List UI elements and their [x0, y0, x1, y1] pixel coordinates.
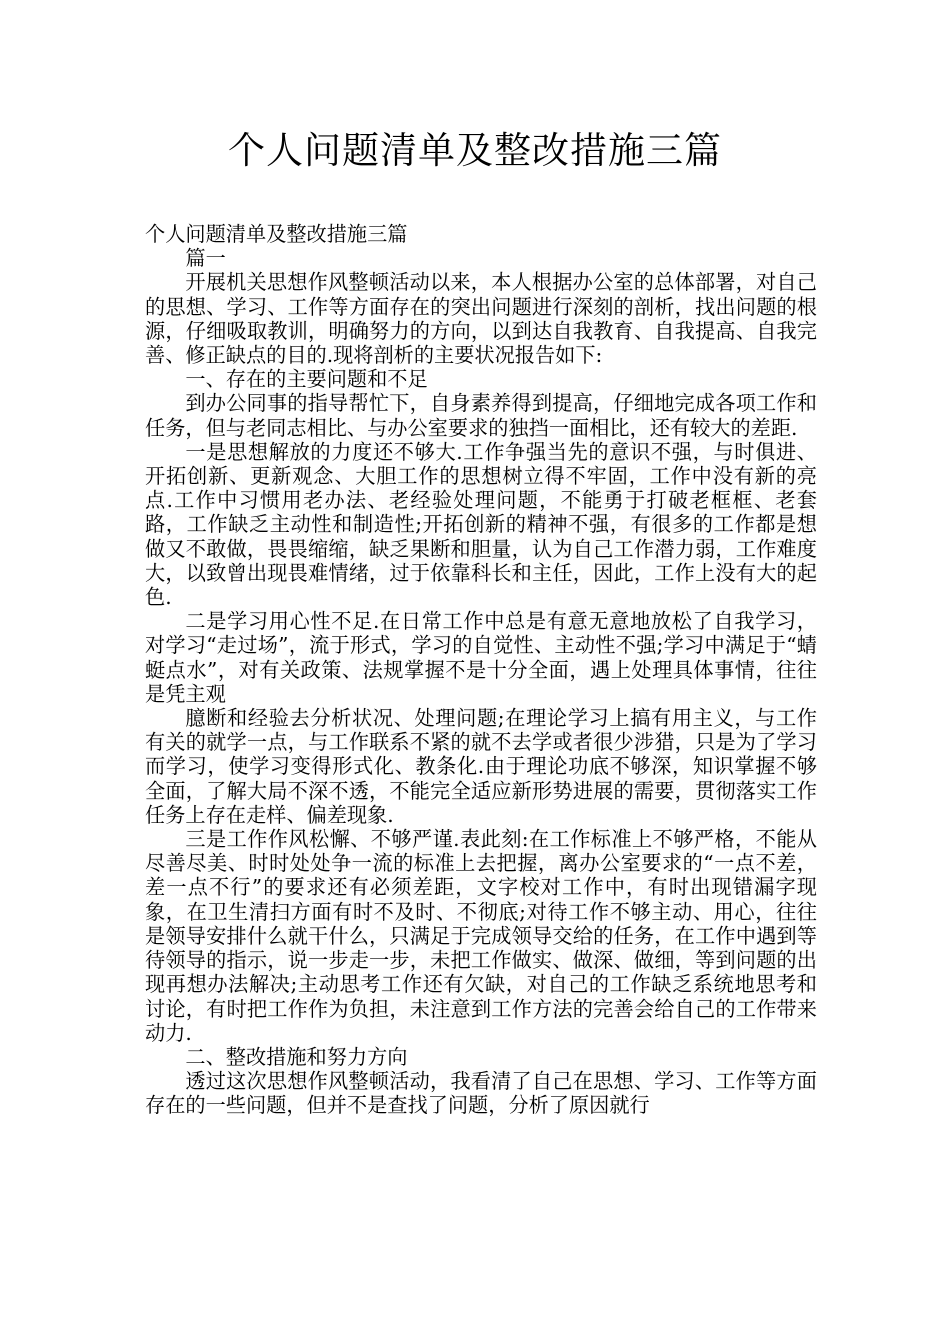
section-heading-measures: 二、整改措施和努力方向 [185, 1044, 408, 1069]
document-body [145, 222, 817, 1118]
paragraph-overview: 到办公同事的指导帮忙下，自身素养得到提高，仔细地完成各项工作和任务，但与老同志相比、与办公室要求的独挡一面相比，还有较大的差距. [145, 391, 817, 440]
paragraph-point-two-cont: 臆断和经验去分析状况、处理问题;在理论学习上搞有用主义，与工作有关的就学一点，与工作联系不紧的就不去学或者很少涉猎，只是为了学习而学习，使学习变得形式化、教条化.由于理论功底不够深，知识掌握不够全面，了解大局不深不透，不能完全适应新形势进展的需要，贯彻落实工作任务上存在走样、偏差现象. [145, 706, 817, 827]
document-title: 个人问题清单及整改措施三篇 [228, 129, 722, 172]
paragraph-measures: 透过这次思想作风整顿活动，我看清了自己在思想、学习、工作等方面存在的一些问题，但并不是查找了问题，分析了原因就行 [145, 1069, 817, 1118]
paragraph-point-two: 二是学习用心性不足.在日常工作中总是有意无意地放松了自我学习，对学习“走过场”，流于形式，学习的自觉性、主动性不强;学习中满足于“蜻蜓点水”，对有关政策、法规掌握不是十分全面，遇上处理具体事情，往往是凭主观 [145, 609, 817, 706]
subtitle-line: 个人问题清单及整改措施三篇 [145, 222, 408, 246]
paragraph-point-three: 三是工作作风松懈、不够严谨.表此刻:在工作标准上不够严格，不能从尽善尽美、时时处处争一流的标准上去把握，离办公室要求的“一点不差，差一点不行”的要求还有必须差距，文字校对工作中，有时出现错漏字现象，在卫生清扫方面有时不及时、不彻底;对待工作不够主动、用心，往往是领导安排什么就干什么，只满足于完成领导交给的任务，在工作中遇到等待领导的指示，说一步走一步，未把工作做实、做深、做细，等到问题的出现再想办法解决;主动思考工作还有欠缺，对自己的工作缺乏系统地思考和讨论，有时把工作作为负担，未注意到工作方法的完善会给自己的工作带来动力. [145, 827, 817, 1045]
section-heading-part-one: 篇一 [185, 246, 226, 271]
section-heading-problems: 一、存在的主要问题和不足 [185, 367, 428, 392]
paragraph-point-one: 一是思想解放的力度还不够大.工作争强当先的意识不强，与时俱进、开拓创新、更新观念、大胆工作的思想树立得不牢固，工作中没有新的亮点.工作中习惯用老办法、老经验处理问题，不能勇于打破老框框、老套路，工作缺乏主动性和制造性;开拓创新的精神不强，有很多的工作都是想做又不敢做，畏畏缩缩，缺乏果断和胆量，认为自己工作潜力弱，工作难度大，以致曾出现畏难情绪，过于依靠科长和主任，因此，工作上没有大的起色. [145, 439, 817, 610]
paragraph-intro: 开展机关思想作风整顿活动以来，本人根据办公室的总体部署，对自己的思想、学习、工作等方面存在的突出问题进行深刻的剖析，找出问题的根源，仔细吸取教训，明确努力的方向，以到达自我教育、自我提高、自我完善、修正缺点的目的.现将剖析的主要状况报告如下: [145, 270, 817, 368]
